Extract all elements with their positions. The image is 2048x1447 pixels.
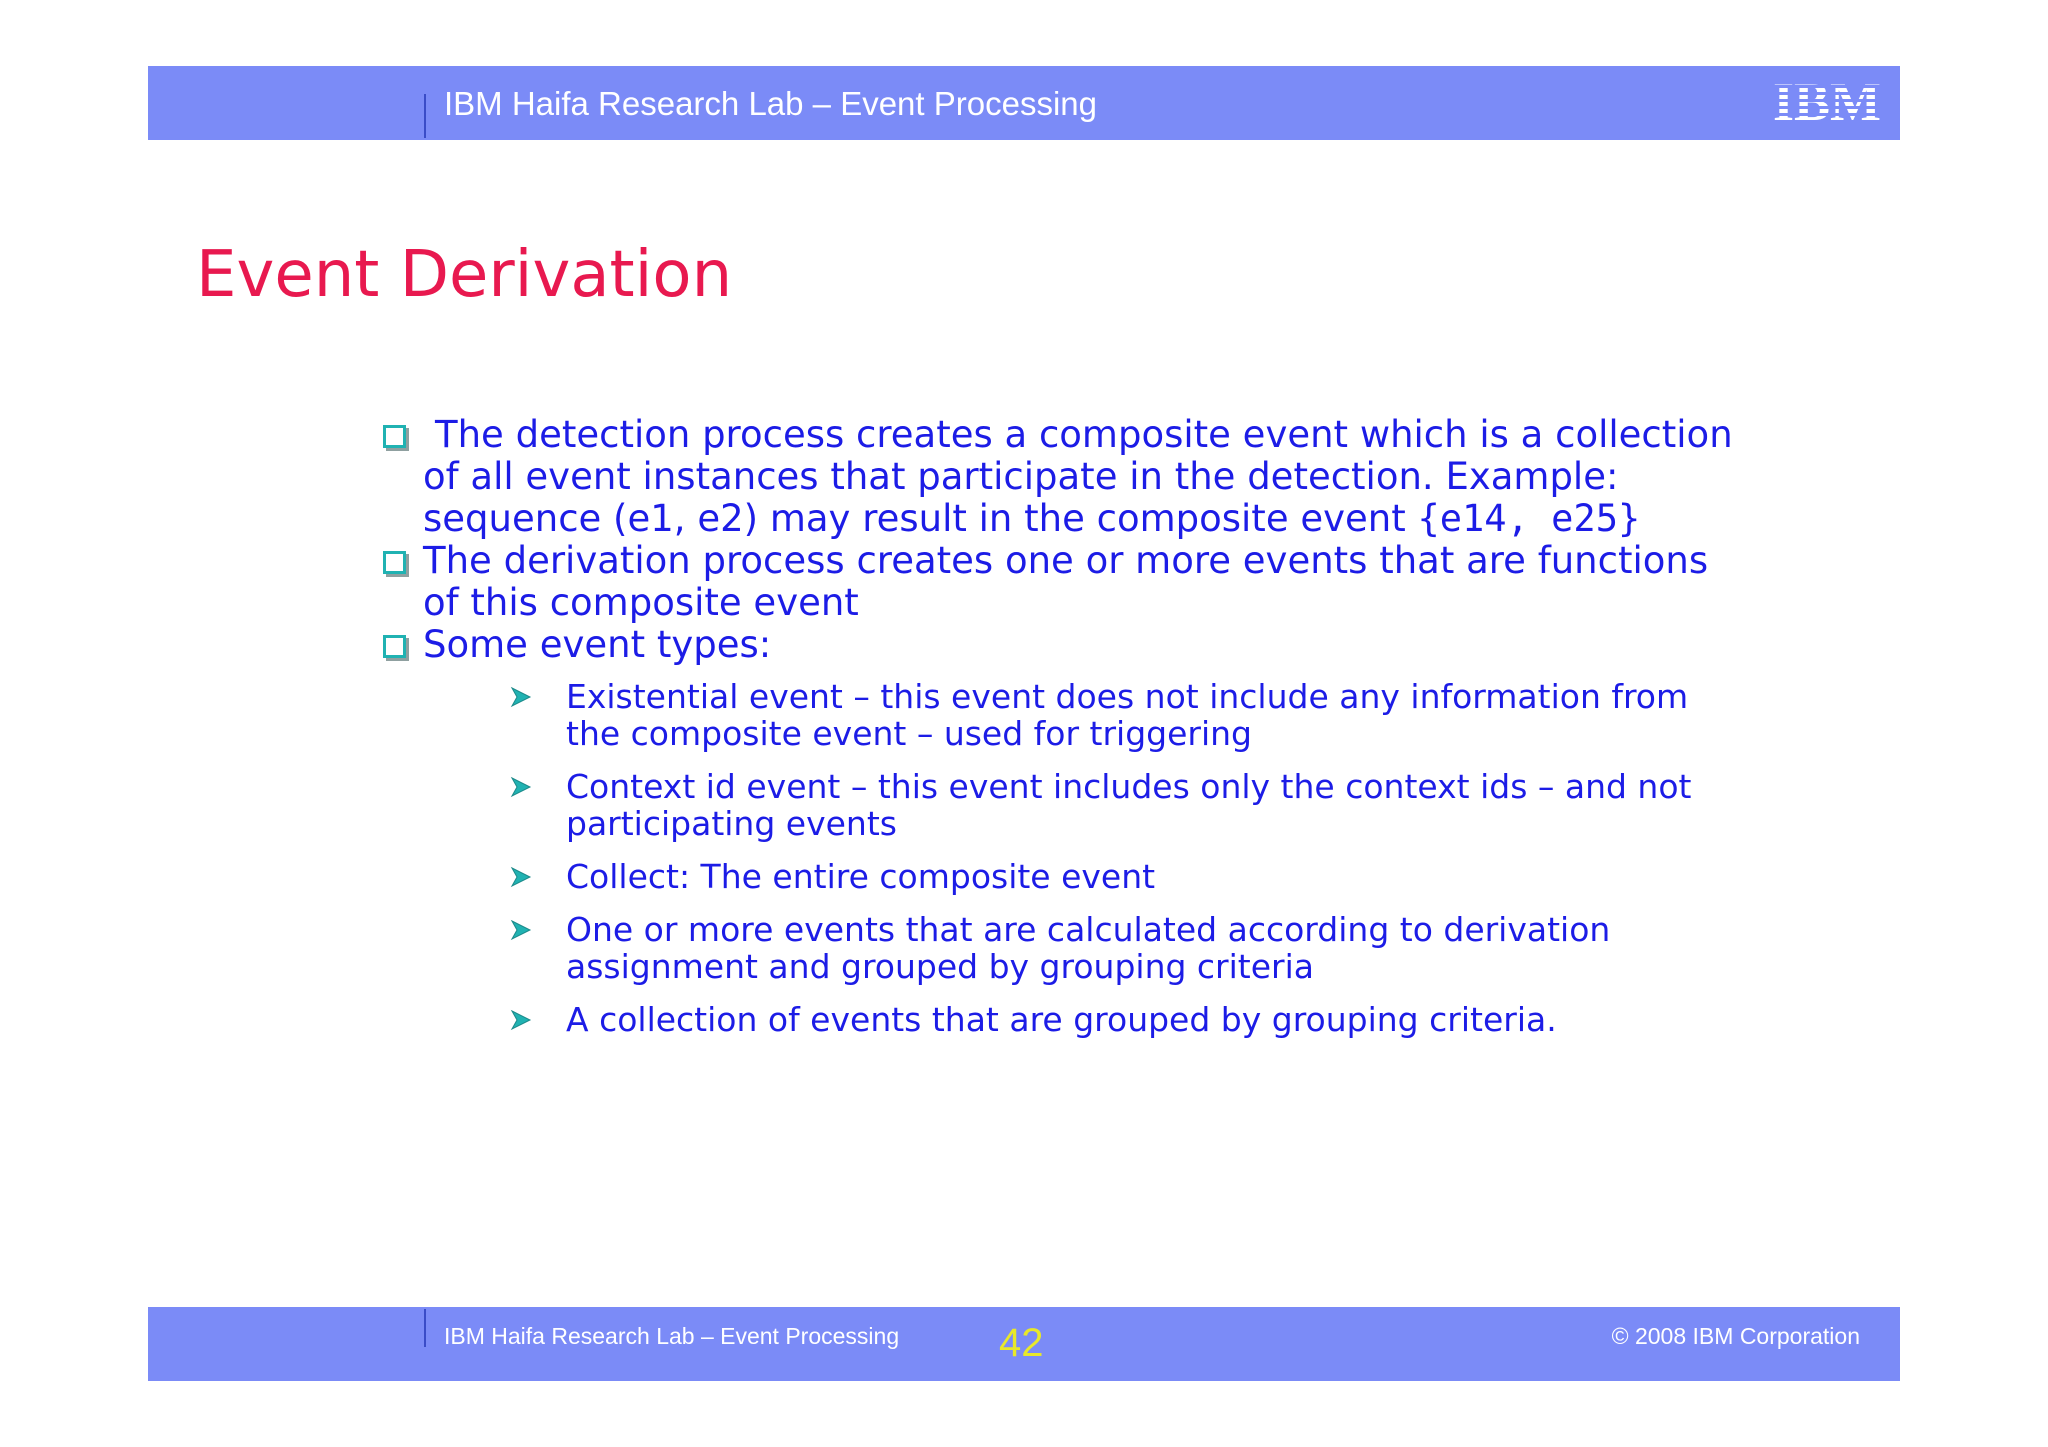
arrow-bullet-icon [510, 686, 532, 708]
copyright: © 2008 IBM Corporation [1611, 1323, 1860, 1349]
bullet-item [380, 624, 1740, 1038]
arrow-bullet-icon [510, 866, 532, 888]
list-item [566, 911, 1746, 985]
event-type-text: Context id event – this event includes only the context ids – and not participating events [566, 767, 1692, 843]
checkbox-bullet-icon [383, 551, 406, 574]
header-band [148, 66, 1900, 140]
arrow-bullet-icon [510, 776, 532, 798]
footer-band [148, 1307, 1900, 1381]
bullet-item [380, 414, 1740, 540]
bullet-item [380, 540, 1740, 624]
header-title: IBM Haifa Research Lab – Event Processing [444, 85, 1097, 122]
arrow-bullet-icon [510, 1009, 532, 1031]
ibm-logo-icon [1767, 76, 1887, 126]
list-item [566, 858, 1746, 895]
arrow-bullet-icon [510, 919, 532, 941]
checkbox-bullet-icon [383, 425, 406, 448]
page-number: 42 [999, 1321, 1044, 1365]
bullet-text: The derivation process creates one or more events that are functions of this composite event [423, 539, 1709, 624]
list-item [566, 1001, 1746, 1038]
list-item [566, 768, 1746, 842]
bullet-text: The detection process creates a composite event which is a collection of all event instances that participate in the detection. Example: sequence (e1, e2) may result in the composite event {e14, e25} [423, 413, 1733, 540]
event-type-text: A collection of events that are grouped by grouping criteria. [566, 1000, 1557, 1039]
bullet-list [380, 414, 1740, 1054]
slide-title: Event Derivation [196, 238, 733, 312]
event-type-text: Existential event – this event does not include any information from the composite event – used for triggering [566, 677, 1689, 753]
bullet-text: Some event types: [423, 623, 772, 666]
checkbox-bullet-icon [383, 635, 406, 658]
list-item [566, 678, 1746, 752]
header-divider [424, 94, 426, 138]
event-types-list [423, 678, 1740, 1038]
footer-divider [424, 1309, 426, 1347]
event-type-text: One or more events that are calculated according to derivation assignment and grouped by grouping criteria [566, 910, 1611, 986]
bullet-code: {e14, e25} [1417, 497, 1641, 540]
event-type-text: Collect: The entire composite event [566, 857, 1156, 896]
footer-title: IBM Haifa Research Lab – Event Processing [444, 1323, 900, 1349]
